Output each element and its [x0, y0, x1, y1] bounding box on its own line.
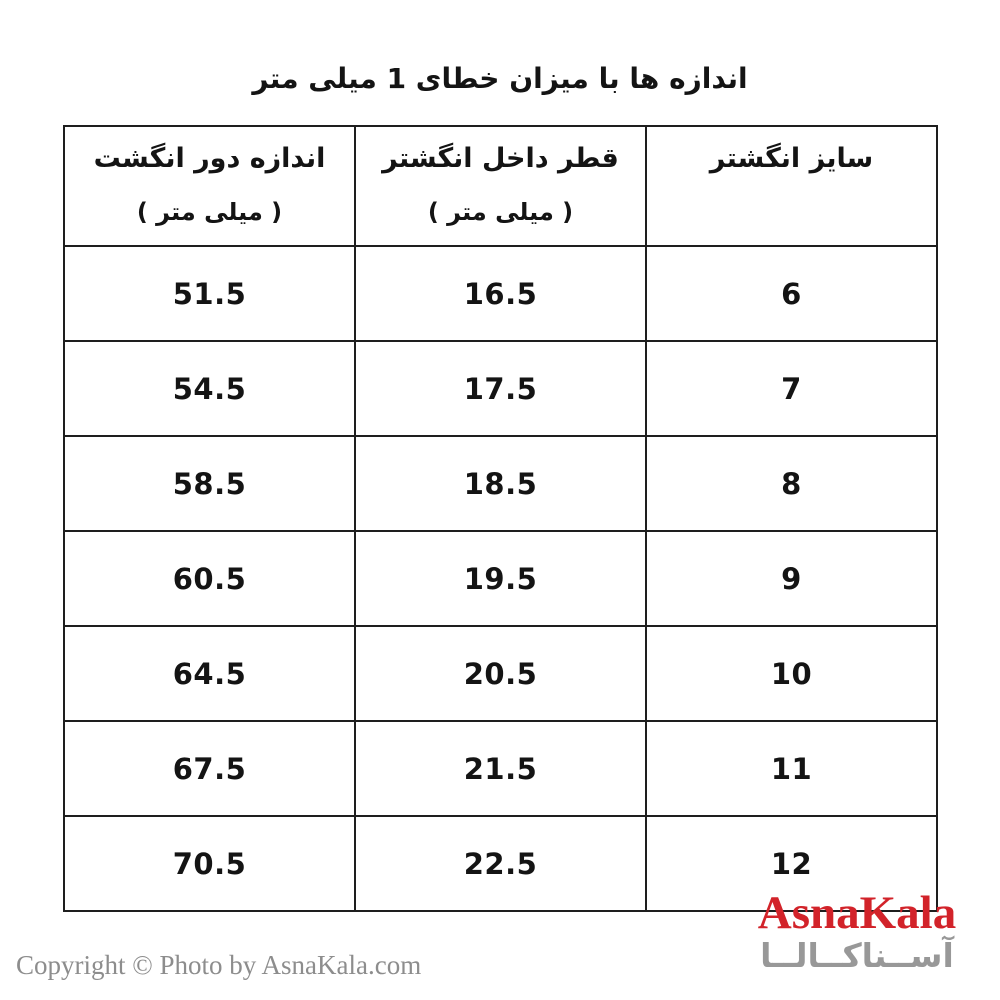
- table-row: [64, 531, 937, 626]
- table-row: [64, 436, 937, 531]
- cell-size: 8: [646, 436, 937, 531]
- cell-inner-diameter: 19.5: [355, 531, 646, 626]
- table-row: [64, 341, 937, 436]
- header-inner-diameter: [355, 126, 646, 246]
- table-row: [64, 626, 937, 721]
- cell-circumference: 60.5: [64, 531, 355, 626]
- header-circumference-label: اندازه دور انگشت: [93, 143, 326, 174]
- cell-size: 11: [646, 721, 937, 816]
- header-inner-diameter-unit: ( میلی متر ): [427, 198, 574, 226]
- cell-size: 6: [646, 246, 937, 341]
- cell-size: 10: [646, 626, 937, 721]
- table-header-row: [64, 126, 937, 246]
- page-title: اندازه ها با میزان خطای 1 میلی متر: [252, 62, 748, 95]
- table-row: [64, 246, 937, 341]
- cell-circumference: 58.5: [64, 436, 355, 531]
- cell-inner-diameter: 21.5: [355, 721, 646, 816]
- cell-size: 12: [646, 816, 937, 911]
- copyright-text: Copyright © Photo by AsnaKala.com: [16, 950, 422, 980]
- cell-inner-diameter: 18.5: [355, 436, 646, 531]
- cell-size: 7: [646, 341, 937, 436]
- table-row: [64, 721, 937, 816]
- cell-inner-diameter: 22.5: [355, 816, 646, 911]
- header-ring-size: [646, 126, 937, 246]
- cell-circumference: 67.5: [64, 721, 355, 816]
- cell-inner-diameter: 16.5: [355, 246, 646, 341]
- cell-circumference: 70.5: [64, 816, 355, 911]
- logo-wordmark-en: AsnaKala: [757, 887, 957, 939]
- header-circumference: [64, 126, 355, 246]
- header-circumference-unit: ( میلی متر ): [136, 198, 283, 226]
- cell-circumference: 51.5: [64, 246, 355, 341]
- cell-circumference: 64.5: [64, 626, 355, 721]
- cell-inner-diameter: 20.5: [355, 626, 646, 721]
- header-ring-size-label: سایز انگشتر: [709, 143, 874, 174]
- ring-size-table: [63, 125, 938, 912]
- cell-circumference: 54.5: [64, 341, 355, 436]
- cell-inner-diameter: 17.5: [355, 341, 646, 436]
- logo-wordmark-fa: آســناکــالــا: [760, 936, 954, 976]
- asnakala-logo: [726, 889, 988, 974]
- header-inner-diameter-label: قطر داخل انگشتر: [382, 143, 619, 174]
- cell-size: 9: [646, 531, 937, 626]
